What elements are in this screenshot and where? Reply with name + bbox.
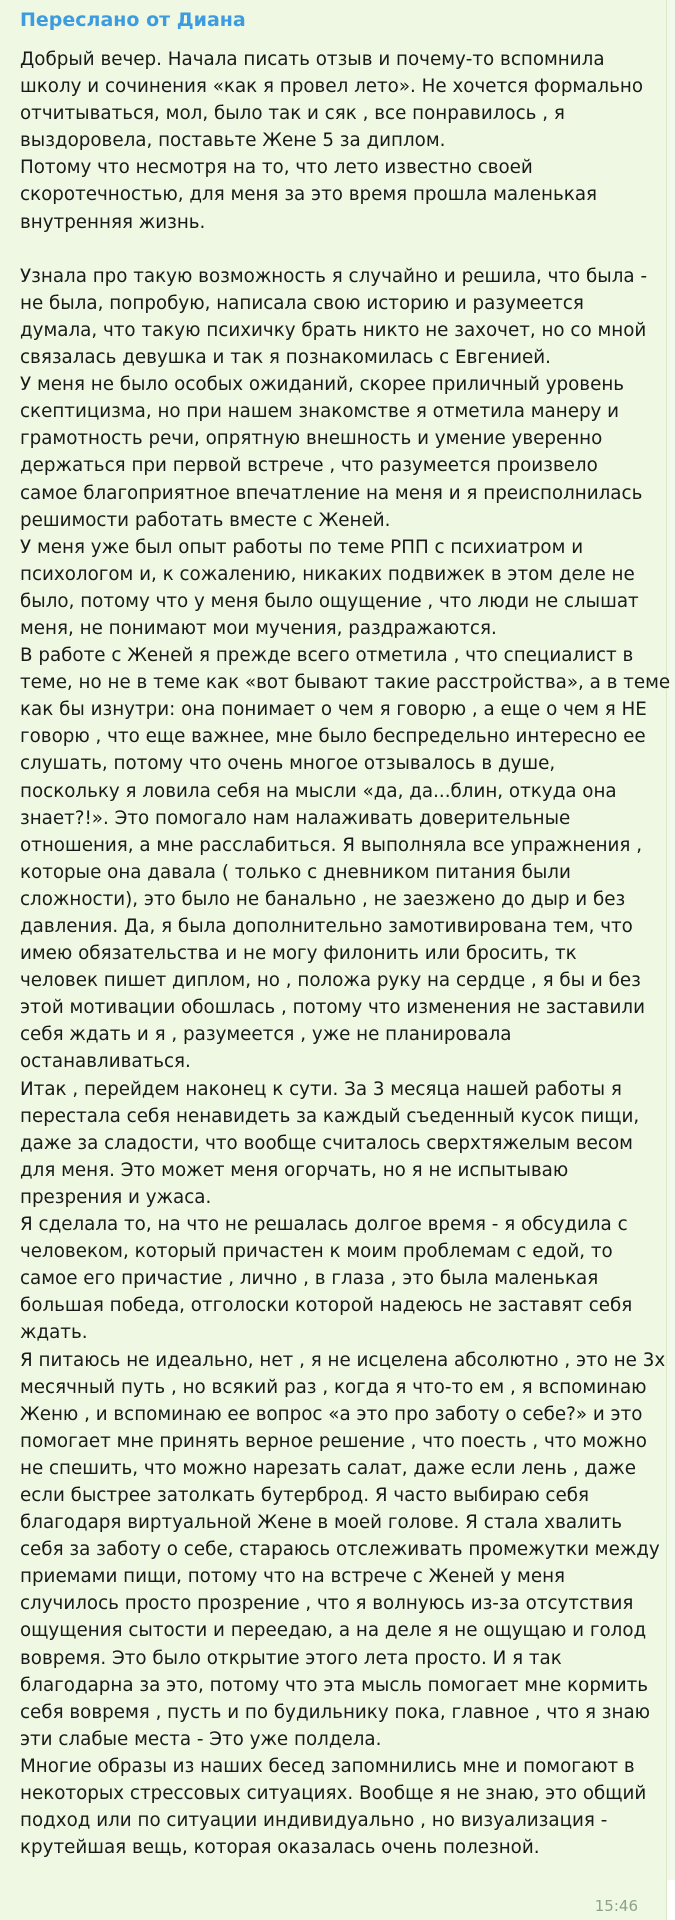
message-line: Я сделала то, на что не решалась долгое время - я обсудила с — [20, 1214, 628, 1236]
message-line: благодарна за это, потому что эта мысль помогает мне кормить — [20, 1674, 649, 1696]
message-line: себя ждать и я , разумеется , уже не планировала — [20, 1024, 512, 1046]
message-line: не была, попробую, написала свою историю и разумеется — [20, 292, 584, 314]
message-line: У меня не было особых ожиданий, скорее приличный уровень — [20, 374, 625, 396]
message-line: было, потому что у меня было ощущение , что люди не слышат — [20, 590, 639, 612]
message-line: ощущения сытости и переедаю, а на деле я не ощущаю и голод — [20, 1620, 647, 1642]
message-line: психологом и, к сожалению, никаких подвижек в этом деле не — [20, 563, 635, 585]
message-line: помогает мне принять верное решение , что поесть , что можно — [20, 1430, 647, 1452]
message-line: Я питаюсь не идеально, нет , я не исцелена абсолютно , это не 3х — [20, 1349, 666, 1371]
chat-background-edge — [667, 1880, 675, 1920]
message-line: знает?!». Это помогало нам налаживать доверительные — [20, 807, 571, 829]
message-line: отношения, а мне расслабиться. Я выполняла все упражнения , — [20, 834, 643, 856]
message-line: не спешить, что можно нарезать салат, даже если лень , даже — [20, 1457, 637, 1479]
message-line: эти слабые места - Это уже полдела. — [20, 1728, 382, 1750]
message-line: Многие образы из наших бесед запомнились мне и помогают в — [20, 1755, 635, 1777]
message-line: держаться при первой встрече , что разумеется произвело — [20, 455, 598, 477]
message-line: некоторых стрессовых ситуациях. Вообще я не знаю, это общий — [20, 1783, 647, 1804]
message-line: скоротечностью, для меня за это время прошла маленькая — [20, 184, 598, 206]
message-line: имею обязательства и не могу филонить или бросить, тк — [20, 943, 577, 965]
message-line: даже за сладости, что вообще считалось сверхтяжелым весом — [20, 1132, 633, 1154]
message-line: внутренняя жизнь. — [20, 211, 206, 233]
message-line: слушать, потому что очень многое отзывалось в душе, — [20, 753, 556, 775]
message-line: большая победа, отголоски которой надеюсь не заставят себя — [20, 1295, 633, 1317]
message-line: человеком, который причастен к моим проблемам с едой, то — [20, 1241, 613, 1263]
message-line: давления. Да, я была дополнительно замотивирована тем, что — [20, 916, 633, 937]
message-line: самое благоприятное впечатление на меня и я преисполнилась — [20, 482, 643, 504]
message-line: У меня уже был опыт работы по теме РПП с психиатром и — [20, 536, 584, 558]
message-line: крутейшая вещь, которая оказалась очень полезной. — [20, 1837, 540, 1859]
forwarded-from-label[interactable]: Переслано от Диана — [20, 9, 246, 31]
message-line: меня, не понимают мои мучения, раздражаются. — [20, 617, 497, 639]
message-line: думала, что такую психичку брать никто не захочет, но со мной — [20, 319, 647, 341]
message-line: сложности), это было не банально , не заезжено до дыр и без — [20, 888, 626, 910]
message-text — [20, 46, 671, 1861]
message-line — [20, 236, 657, 263]
message-line: Добрый вечер. Начала писать отзыв и почему-то вспомнила — [20, 49, 605, 70]
message-line: как бы изнутри: она понимает о чем я говорю , а еще о чем я НЕ — [20, 699, 647, 721]
message-line: презрения и ужаса. — [20, 1186, 212, 1208]
message-line: месячный путь , но всякий раз , когда я что-то ем , я вспоминаю — [20, 1376, 647, 1398]
message-line: подход или по ситуации индивидуально , но визуализация - — [20, 1810, 608, 1832]
message-line: которые она давала ( только с дневником питания были — [20, 861, 571, 883]
message-line: останавливаться. — [20, 1051, 191, 1073]
message-line: говорю , что еще важнее, мне было беспредельно интересно ее — [20, 726, 646, 748]
message-line: Женю , и вспоминаю ее вопрос «а это про заботу о себе?» и это — [20, 1403, 643, 1425]
message-line: выздоровела, поставьте Жене 5 за диплом. — [20, 130, 446, 152]
message-line: школу и сочинения «как я провел лето». Не хочется формально — [20, 76, 644, 98]
message-line: для меня. Это может меня огорчать, но я не испытываю — [20, 1159, 569, 1181]
message-line: вовремя. Это было открытие этого лета просто. И я так — [20, 1647, 562, 1669]
message-line: Потому что несмотря на то, что лето известно своей — [20, 157, 533, 179]
message-line: скептицизма, но при нашем знакомстве я отметила манеру и — [20, 401, 620, 423]
message-line: себя вовремя , пусть и по будильнику пока, главное , что я знаю — [20, 1701, 651, 1723]
message-line: Узнала про такую возможность я случайно и решила, что была - — [20, 265, 648, 287]
message-line: случилось просто прозрение , что я волнуюсь из-за отсутствия — [20, 1593, 634, 1615]
message-line: перестала себя ненавидеть за каждый съеденный кусок пищи, — [20, 1105, 640, 1127]
message-line: себя за заботу о себе, стараюсь отслеживать промежутки между — [20, 1539, 660, 1561]
message-line: связалась девушка и так я познакомилась с Евгенией. — [20, 347, 551, 369]
message-line: поскольку я ловила себя на мысли «да, да...блин, откуда она — [20, 780, 617, 802]
message-line: отчитываться, мол, было так и сяк , все понравилось , я — [20, 103, 565, 125]
message-line: грамотность речи, опрятную внешность и умение уверенно — [20, 428, 603, 450]
message-line: В работе с Женей я прежде всего отметила , что специалист в — [20, 645, 634, 667]
message-line: этой мотивации обошлась , потому что изменения не заставили — [20, 997, 645, 1019]
message-line: теме, но не в теме как «вот бывают такие расстройства», а в теме — [20, 672, 671, 694]
message-line: приемами пищи, потому что на встрече с Женей у меня — [20, 1566, 566, 1588]
message-line: если быстрее затолкать бутерброд. Я часто выбираю себя — [20, 1484, 589, 1506]
message-line: благодаря виртуальной Жене в моей голове. Я стала хвалить — [20, 1512, 623, 1534]
message-line: Итак , перейдем наконец к сути. За 3 месяца нашей работы я — [20, 1078, 622, 1100]
message-line: человек пишет диплом, но , положа руку на сердце , я бы и без — [20, 970, 641, 992]
message-line: решимости работать вместе с Женей. — [20, 509, 391, 531]
message-line: самое его причастие , лично , в глаза , это была маленькая — [20, 1268, 599, 1290]
message-timestamp: 15:46 — [594, 1897, 638, 1915]
message-line: ждать. — [20, 1322, 88, 1344]
